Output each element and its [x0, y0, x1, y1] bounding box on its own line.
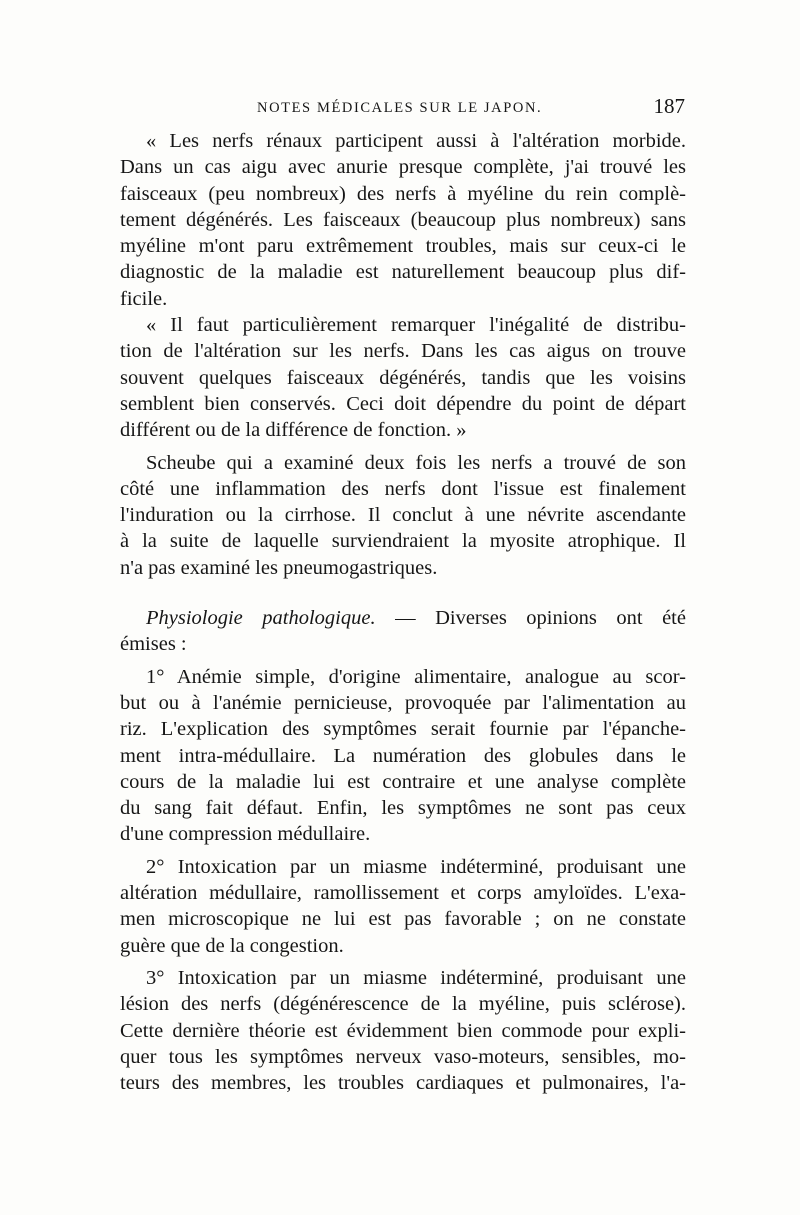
text-line: « Les nerfs rénaux participent aussi à l'altération morbide.	[146, 130, 686, 152]
paragraph-distribution	[120, 312, 686, 443]
text-line: altération médullaire, ramollissement et corps amyloïdes. L'exa-	[120, 882, 686, 905]
text-line: tion de l'altération sur les nerfs. Dans les cas aigus on trouve	[120, 340, 686, 363]
section-physiologie	[120, 605, 686, 658]
text-line: quer tous les symptômes nerveux vaso-moteurs, sensibles, mo-	[120, 1045, 686, 1068]
text-line: myéline m'ont paru extrêmement troubles, mais sur ceux-ci le	[120, 235, 686, 258]
running-head: NOTES MÉDICALES SUR LE JAPON.	[257, 100, 543, 116]
text-line: l'induration ou la cirrhose. Il conclut à une névrite ascendante	[120, 504, 686, 527]
page-number: 187	[653, 94, 685, 118]
text-line: guère que de la congestion.	[120, 934, 344, 957]
paragraph-renal-nerves	[120, 128, 686, 312]
text-line: diagnostic de la maladie est naturellement beaucoup plus dif-	[120, 261, 686, 284]
text-line: du sang fait défaut. Enfin, les symptômes ne sont pas ceux	[120, 797, 686, 820]
text-line: semblent bien conservés. Ceci doit dépendre du point de départ	[120, 392, 686, 415]
text-line: côté une inflammation des nerfs dont l'issue est finalement	[120, 477, 686, 500]
text-line: souvent quelques faisceaux dégénérés, tandis que les voisins	[120, 366, 686, 389]
section-heading-rest: — Diverses opinions ont été	[375, 607, 686, 630]
text-line: men microscopique ne lui est pas favorable ; on ne constate	[120, 908, 686, 931]
text-line: « Il faut particulièrement remarquer l'inégalité de distribu-	[146, 314, 686, 337]
text-line: faisceaux (peu nombreux) des nerfs à myéline du rein complè-	[120, 182, 686, 205]
text-line: Cette dernière théorie est évidemment bien commode pour expli-	[120, 1019, 686, 1042]
text-line: ment intra-médullaire. La numération des globules dans le	[120, 744, 686, 767]
text-line: différent ou de la différence de fonction. »	[120, 419, 467, 442]
text-line: tement dégénérés. Les faisceaux (beaucoup plus nombreux) sans	[120, 208, 686, 231]
list-item-intoxication-medullaire	[120, 854, 686, 959]
text-line: n'a pas examiné les pneumogastriques.	[120, 556, 438, 579]
list-item-anemie	[120, 664, 686, 848]
page-header	[135, 96, 685, 124]
text-line: d'une compression médullaire.	[120, 823, 371, 846]
text-line: but ou à l'anémie pernicieuse, provoquée par l'alimentation au	[120, 691, 686, 714]
text-line: teurs des membres, les troubles cardiaques et pulmonaires, l'a-	[120, 1072, 686, 1095]
text-line: lésion des nerfs (dégénérescence de la myéline, puis sclérose).	[120, 993, 686, 1016]
text-line: à la suite de laquelle surviendraient la myosite atrophique. Il	[120, 530, 686, 553]
section-heading: Physiologie pathologique.	[146, 607, 376, 630]
list-item-intoxication-nerfs	[120, 965, 686, 1096]
section-heading-line	[120, 605, 686, 631]
text-line: riz. L'explication des symptômes serait fournie par l'épanche-	[120, 718, 686, 741]
body-text	[120, 128, 686, 1096]
text-line: ficile.	[120, 287, 168, 310]
text-line: émises :	[120, 633, 187, 656]
section-spacer	[120, 581, 686, 605]
text-line: 2° Intoxication par un miasme indéterminé, produisant une	[146, 855, 686, 878]
paragraph-scheube	[120, 450, 686, 581]
text-line: Scheube qui a examiné deux fois les nerfs a trouvé de son	[146, 451, 686, 474]
text-line: Dans un cas aigu avec anurie presque complète, j'ai trouvé les	[120, 156, 686, 179]
text-line: 3° Intoxication par un miasme indéterminé, produisant une	[146, 966, 686, 989]
text-line: 1° Anémie simple, d'origine alimentaire, analogue au scor-	[146, 665, 686, 688]
text-line: cours de la maladie lui est contraire et une analyse complète	[120, 770, 686, 793]
